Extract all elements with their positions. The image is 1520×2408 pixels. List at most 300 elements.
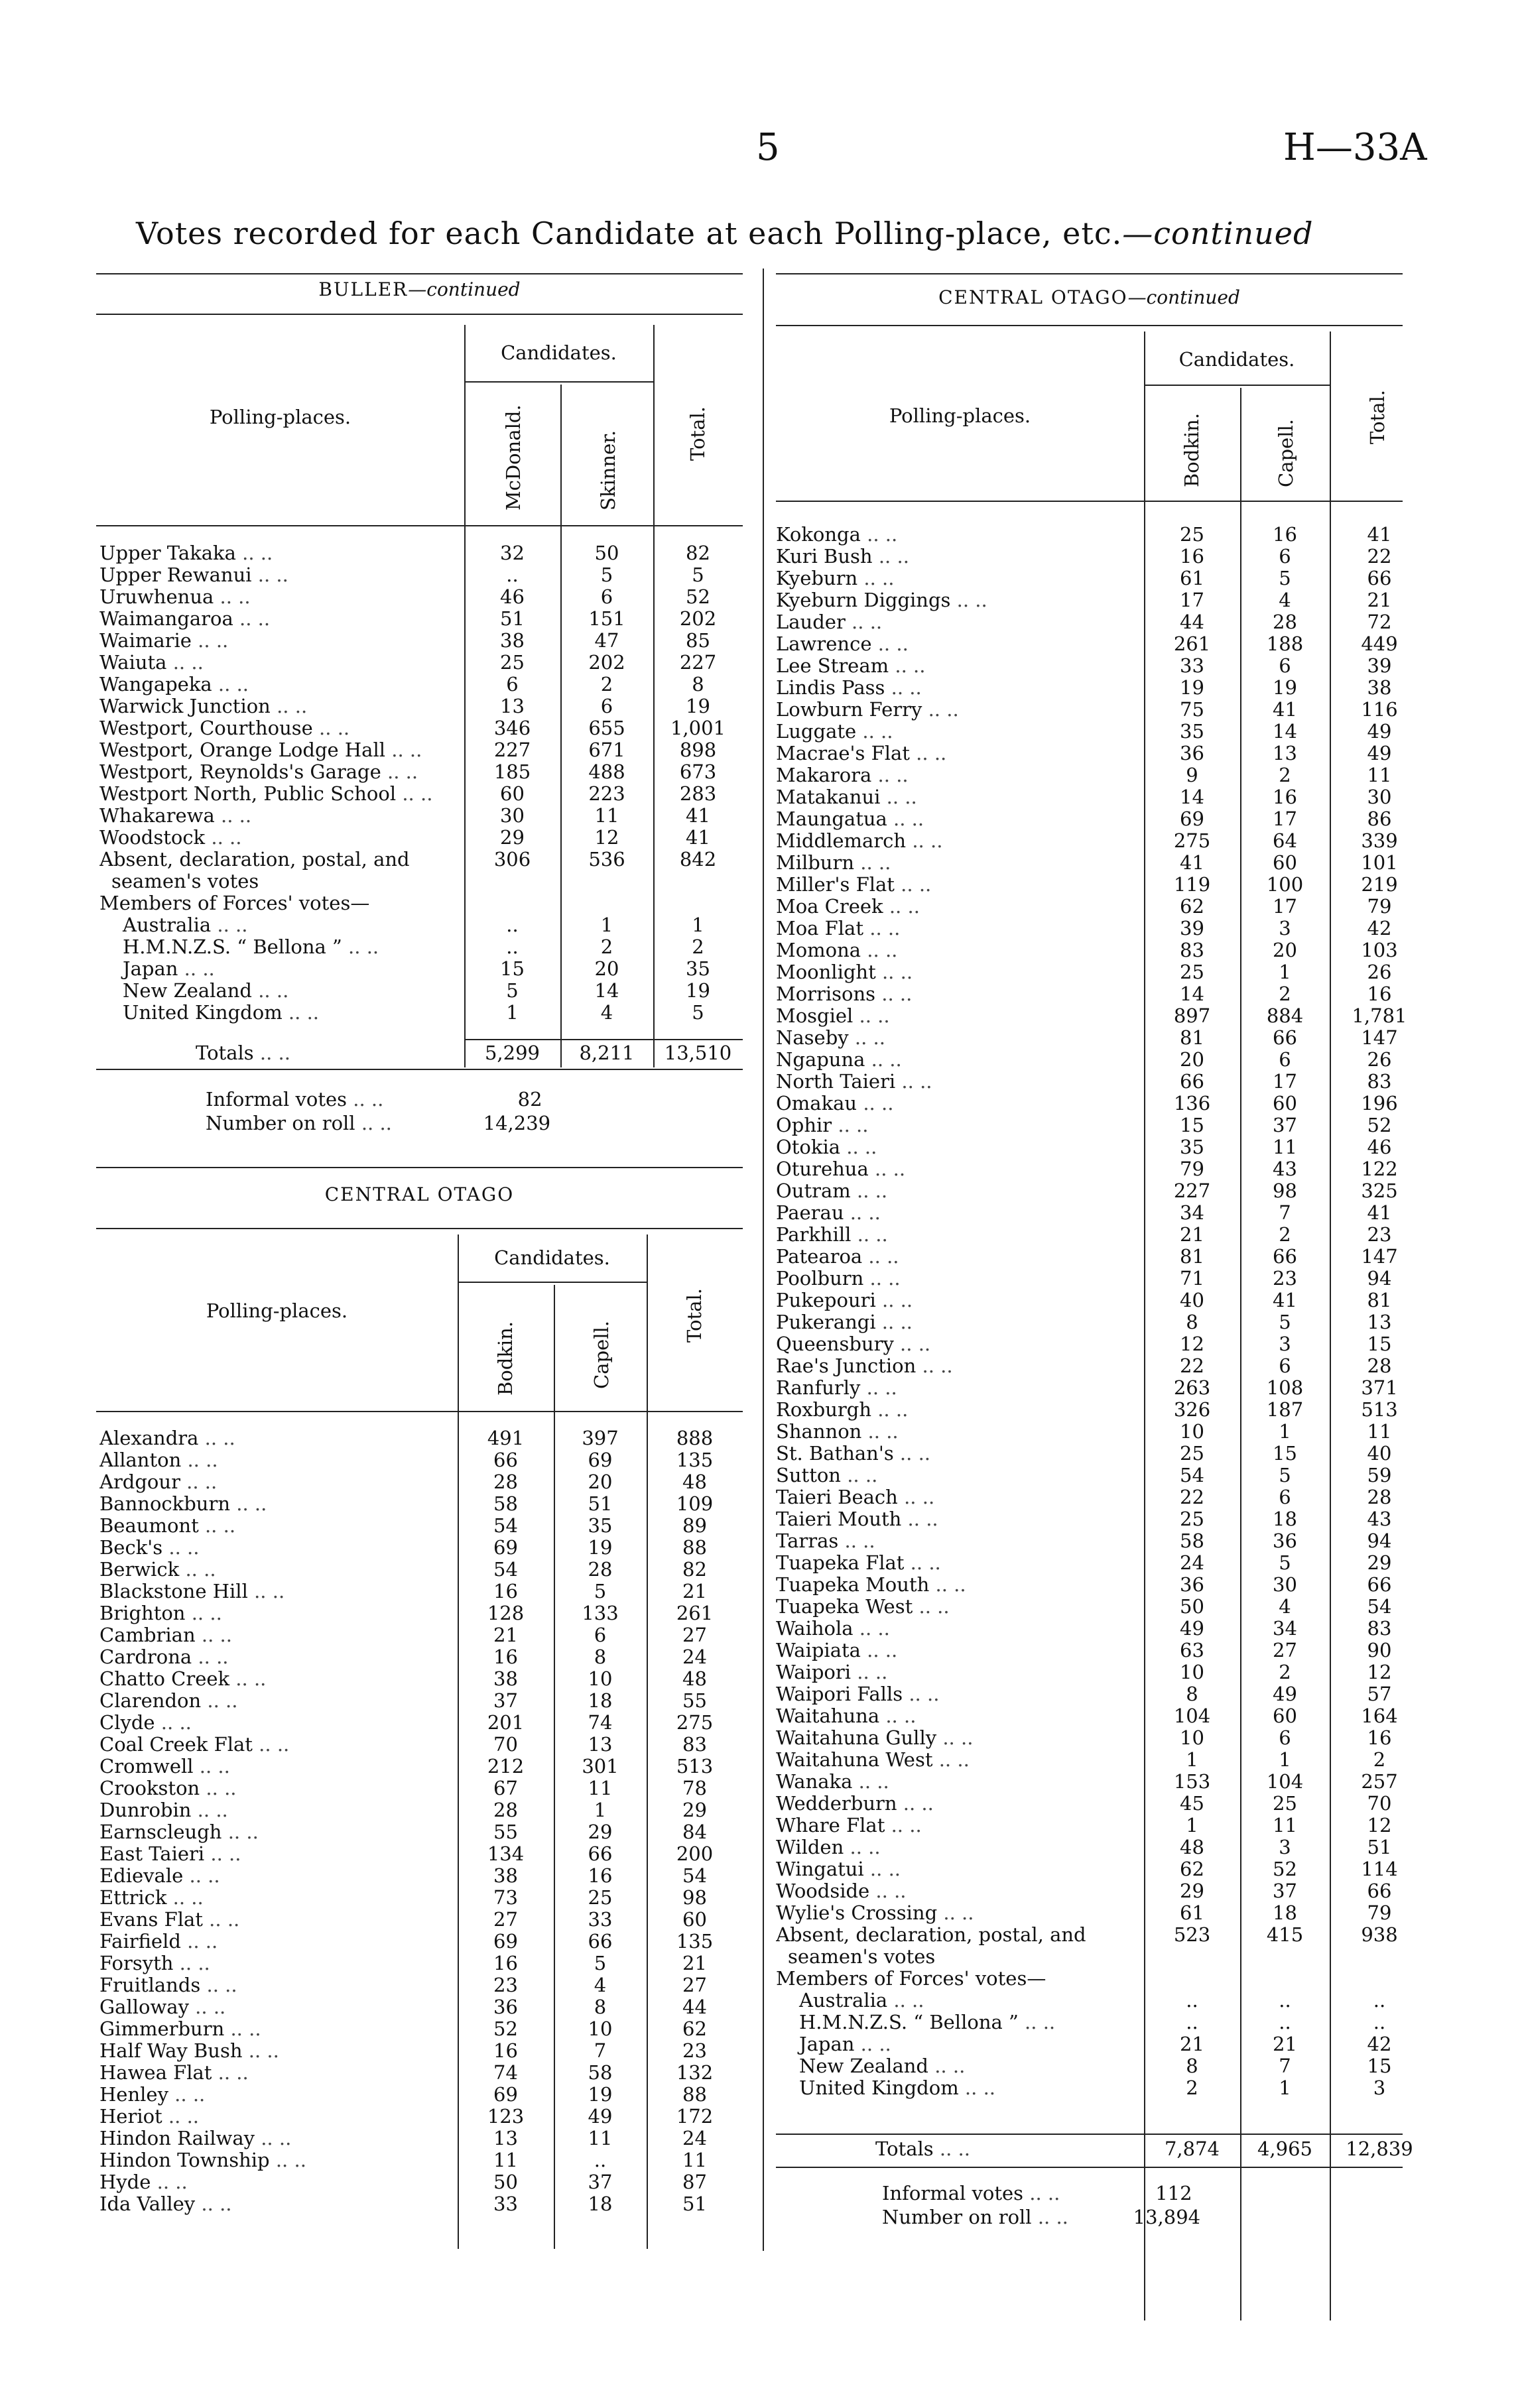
table-row (776, 1071, 1429, 1093)
total-cell: 51 (1367, 1836, 1392, 1858)
table-row (776, 1990, 1429, 2012)
table-row (99, 1821, 743, 1843)
leader-dots: .. .. (155, 1712, 192, 1734)
vote-cell: 6 (506, 673, 519, 695)
leader-dots: .. .. (269, 2149, 306, 2171)
leader-dots: .. .. (897, 1486, 935, 1508)
table-row (776, 1486, 1429, 1508)
polling-place-name: Waitahuna (776, 1705, 880, 1727)
table-row (776, 589, 1429, 611)
vote-cell: 227 (493, 739, 531, 761)
total-cell: 59 (1367, 1464, 1392, 1486)
polling-place-name: Cambrian (99, 1624, 196, 1646)
total-cell: 82 (682, 1558, 707, 1581)
vote-cell: 11 (588, 1777, 613, 1799)
polling-place-name: Miller's Flat (776, 874, 895, 896)
polling-place-name: seamen's votes (788, 1946, 936, 1968)
polling-place-name: Japan (123, 958, 178, 980)
table-row (776, 1705, 1429, 1727)
polling-place-name: Waimarie (99, 630, 192, 652)
leader-dots: .. .. (178, 958, 215, 980)
polling-place-name: Waiuta (99, 652, 167, 674)
vote-cell: 54 (493, 1514, 518, 1537)
leader-dots: .. .. (191, 1799, 228, 1821)
leader-dots: .. .. (871, 1399, 909, 1421)
central-otago-table-left (99, 1427, 743, 2215)
total-cell: 23 (1367, 1223, 1392, 1246)
vote-cell: 58 (493, 1492, 518, 1515)
table-row (776, 1596, 1429, 1618)
table-row (776, 1618, 1429, 1640)
leader-dots: .. .. (893, 1333, 931, 1355)
vote-cell: 5 (1279, 1464, 1291, 1486)
vote-cell: 188 (1266, 632, 1304, 655)
vote-cell: 11 (1273, 1136, 1297, 1158)
vote-cell: 18 (588, 1689, 613, 1712)
polling-place-name: Clyde (99, 1712, 155, 1734)
total-header: Total. (1366, 390, 1389, 444)
vote-cell: 4 (594, 1974, 607, 1996)
vote-cell: 52 (493, 2017, 518, 2040)
vote-cell: 35 (1180, 1136, 1204, 1158)
total-cell: 85 (686, 629, 710, 652)
vote-cell: 8 (1186, 1683, 1198, 1705)
leader-dots: .. .. (162, 1537, 200, 1559)
leader-dots: .. .. (850, 1180, 888, 1202)
vote-cell: 897 (1173, 1004, 1211, 1027)
buller-totals-row: Totals .. .. 5,299 8,211 13,510 (99, 1042, 743, 1064)
vote-cell: 136 (1173, 1092, 1211, 1114)
polling-place-name: Wangapeka (99, 674, 212, 695)
leader-dots: .. .. (854, 2033, 891, 2055)
table-row (99, 2062, 743, 2084)
vote-cell: .. (506, 564, 519, 586)
leader-dots: .. .. (166, 652, 204, 674)
total-cell: 89 (682, 1514, 707, 1537)
vote-cell: 13 (1273, 742, 1297, 764)
vote-cell: 187 (1266, 1398, 1304, 1421)
vote-cell: 98 (1273, 1179, 1297, 1202)
total-value: 5,299 (484, 1042, 540, 1064)
polling-place-name: Edievale (99, 1865, 184, 1887)
vote-cell: 36 (493, 1996, 518, 2018)
vote-cell: 73 (493, 1886, 518, 1909)
total-cell: 86 (1367, 808, 1392, 830)
total-cell: 19 (686, 695, 710, 717)
table-row (776, 611, 1429, 633)
column-divider (763, 269, 764, 2251)
candidate-header: Skinner. (597, 430, 619, 511)
polling-place-name: Tarras (776, 1530, 839, 1552)
vote-cell: 7 (1279, 2055, 1291, 2077)
vote-cell: 1 (1186, 1748, 1198, 1771)
vote-cell: 488 (588, 760, 625, 783)
vote-cell: 33 (493, 2193, 518, 2215)
vote-cell: .. (506, 935, 519, 958)
vote-cell: 50 (493, 2171, 518, 2193)
vote-cell: 35 (1180, 720, 1204, 743)
vote-cell: 2 (1279, 1223, 1291, 1246)
leader-dots: .. .. (185, 1602, 222, 1624)
table-row (776, 830, 1429, 852)
total-cell: 12 (1367, 1661, 1392, 1683)
vote-cell: 23 (1273, 1267, 1297, 1290)
polling-place-name: Waimangaroa (99, 608, 233, 630)
polling-place-name: Crookston (99, 1777, 200, 1799)
vote-cell: 261 (1173, 632, 1211, 655)
vote-cell: .. (1186, 2011, 1198, 2033)
leader-dots: .. .. (841, 1465, 878, 1486)
total-cell: 48 (682, 1471, 707, 1493)
vote-cell: 16 (493, 1952, 518, 1974)
vote-cell: 62 (1180, 1858, 1204, 1880)
vote-cell: 25 (1180, 523, 1204, 546)
table-row (99, 1624, 743, 1646)
vote-cell: 63 (1180, 1639, 1204, 1661)
polling-place-name: Gimmerburn (99, 2018, 225, 2040)
table-row (99, 1471, 743, 1493)
table-row (99, 1002, 743, 1024)
total-cell: 673 (679, 760, 717, 783)
leader-dots: .. .. (861, 1421, 899, 1443)
vote-cell: 223 (588, 782, 625, 805)
polling-place-name: Luggate (776, 721, 857, 743)
vote-cell: 22 (1180, 1354, 1204, 1377)
leader-dots: .. .. (860, 1377, 897, 1399)
total-cell: 132 (676, 2061, 714, 2084)
buller-table (99, 542, 743, 1024)
polling-place-name: Uruwhenua (99, 586, 214, 608)
total-value: 13,510 (664, 1042, 732, 1064)
central-otago-roll: Number on roll .. .. 13,894 (882, 2206, 1201, 2228)
table-row (776, 1246, 1429, 1268)
table-row (776, 786, 1429, 808)
vote-cell: 6 (1279, 1048, 1291, 1071)
vote-cell: 14 (594, 979, 619, 1002)
buller-informal: Informal votes .. .. 82 (206, 1088, 542, 1111)
leader-dots: .. .. (860, 524, 898, 546)
polling-place-name: Westport, Courthouse (99, 717, 313, 739)
vote-cell: 16 (1180, 545, 1204, 568)
vote-cell: 12 (594, 826, 619, 849)
table-row (99, 1427, 743, 1449)
vote-cell: 61 (1180, 1901, 1204, 1924)
table-row (99, 652, 743, 674)
leader-dots: .. .. (282, 1002, 320, 1024)
table-row (776, 568, 1429, 589)
leader-dots: .. .. (233, 608, 271, 630)
table-row (99, 717, 743, 739)
central-otago-totals-row: Totals .. .. 7,874 4,965 12,839 (776, 2138, 1429, 2160)
vote-cell: 43 (1273, 1158, 1297, 1180)
vote-cell: .. (1186, 1989, 1198, 2012)
table-row (776, 1880, 1429, 1902)
table-row (776, 1530, 1429, 1552)
vote-cell: 21 (1273, 2033, 1297, 2055)
total-value: 12,839 (1346, 2137, 1413, 2160)
vote-cell: 7 (1279, 1201, 1291, 1224)
polling-place-name: Hindon Railway (99, 2128, 255, 2149)
polling-place-name: Lindis Pass (776, 677, 885, 699)
polling-place-name: Kyeburn (776, 568, 858, 589)
vote-cell: 55 (493, 1821, 518, 1843)
leader-dots: .. .. (151, 2171, 188, 2193)
total-cell: 164 (1361, 1705, 1398, 1727)
table-row (99, 1887, 743, 1909)
vote-cell: 39 (1180, 917, 1204, 939)
table-row (776, 1640, 1429, 1661)
vote-cell: 37 (493, 1689, 518, 1712)
total-cell: 15 (1367, 2055, 1392, 2077)
vote-cell: 27 (1273, 1639, 1297, 1661)
leader-dots: .. .. (195, 2193, 232, 2215)
table-row (99, 2084, 743, 2106)
total-cell: 5 (692, 564, 704, 586)
vote-cell: 25 (1273, 1792, 1297, 1815)
vote-cell: 36 (1273, 1530, 1297, 1552)
vote-cell: 11 (493, 2149, 518, 2171)
vote-cell: 119 (1173, 873, 1211, 896)
polling-places-label: Polling-places. (209, 406, 351, 428)
total-cell: 42 (1367, 2033, 1392, 2055)
polling-place-name: Bannockburn (99, 1493, 231, 1515)
leader-dots: .. .. (212, 2062, 249, 2084)
vote-cell: 37 (588, 2171, 613, 2193)
vote-cell: 38 (500, 629, 525, 652)
vote-cell: 5 (594, 1580, 607, 1602)
vote-cell: 9 (1186, 764, 1198, 786)
polling-place-name: Moa Creek (776, 896, 883, 918)
vote-cell: 326 (1173, 1398, 1211, 1421)
total-cell: 24 (682, 1646, 707, 1668)
vote-cell: 58 (588, 2061, 613, 2084)
vote-cell: 263 (1173, 1376, 1211, 1399)
table-row (776, 1268, 1429, 1290)
polling-place-name: Absent, declaration, postal, and (776, 1924, 1086, 1946)
vote-cell: 81 (1180, 1026, 1204, 1049)
polling-place-name: Middlemarch (776, 830, 907, 852)
leader-dots: .. .. (255, 2128, 292, 2149)
rule (776, 2167, 1403, 2168)
leader-dots: .. .. (851, 1661, 888, 1683)
vote-cell: 60 (1273, 1092, 1297, 1114)
table-row (776, 1771, 1429, 1793)
table-row (99, 1974, 743, 1996)
vote-cell: 33 (588, 1908, 613, 1931)
polling-place-name: Waipiata (776, 1640, 861, 1661)
vote-cell: 46 (500, 585, 525, 608)
vote-cell: 14 (1273, 720, 1297, 743)
leader-dots: .. .. (247, 1581, 285, 1602)
leader-dots: .. .. (840, 1136, 877, 1158)
total-cell: 27 (682, 1974, 707, 1996)
total-cell: 16 (1367, 983, 1392, 1005)
table-row (776, 1465, 1429, 1486)
total-cell: 2 (1373, 1748, 1386, 1771)
total-cell: 257 (1361, 1770, 1398, 1793)
polling-place-name: Galloway (99, 1996, 189, 2018)
table-row (776, 1399, 1429, 1421)
vote-cell: 212 (487, 1755, 525, 1777)
total-cell: 12 (1367, 1814, 1392, 1836)
vote-cell: 66 (1273, 1245, 1297, 1268)
leader-dots: .. .. (861, 939, 898, 961)
vote-cell: 10 (1180, 1726, 1204, 1749)
total-cell: 35 (686, 957, 710, 980)
vote-cell: 36 (1180, 742, 1204, 764)
vote-cell: 60 (1273, 851, 1297, 874)
polling-place-name: Lauder (776, 611, 846, 633)
vote-cell: 66 (493, 1449, 518, 1471)
polling-place-name: Taieri Mouth (776, 1508, 902, 1530)
vote-cell: 1 (600, 914, 613, 936)
total-cell: 2 (692, 935, 704, 958)
leader-dots: .. .. (950, 589, 987, 611)
vote-cell: 108 (1266, 1376, 1304, 1399)
polling-place-name: Kokonga (776, 524, 861, 546)
table-row (99, 2128, 743, 2149)
vote-cell: 38 (493, 1864, 518, 1887)
polling-place-name: Omakau (776, 1093, 857, 1114)
vote-cell: 1 (594, 1799, 607, 1821)
leader-dots: .. .. (929, 1574, 966, 1596)
polling-place-name: Beck's (99, 1537, 163, 1559)
vote-cell: 6 (1279, 1726, 1291, 1749)
polling-place-name: Henley (99, 2084, 168, 2106)
total-cell: 52 (686, 585, 710, 608)
vote-cell (1144, 1946, 1240, 1968)
table-row (776, 633, 1429, 655)
polling-place-name: Coal Creek Flat (99, 1734, 253, 1756)
polling-place-name: Westport, Orange Lodge Hall (99, 739, 386, 761)
polling-place-name: North Taieri (776, 1071, 896, 1093)
total-cell: 21 (682, 1580, 707, 1602)
vote-cell: 19 (1180, 676, 1204, 699)
vote-cell: 5 (1279, 1551, 1291, 1574)
total-cell: 44 (682, 1996, 707, 2018)
table-row (99, 936, 743, 958)
vote-cell: 275 (1173, 829, 1211, 852)
vote-cell: 1 (506, 1001, 519, 1024)
vote-cell: 25 (500, 651, 525, 674)
leader-dots: .. .. (937, 1902, 974, 1924)
table-row (776, 524, 1429, 546)
leader-dots: .. .. (224, 2018, 261, 2040)
vote-cell: 50 (1180, 1595, 1204, 1618)
leader-dots: .. .. (381, 761, 418, 783)
vote-cell: 25 (1180, 961, 1204, 983)
total-cell: 54 (1367, 1595, 1392, 1618)
leader-dots: .. .. (903, 1683, 940, 1705)
leader-dots: .. .. (958, 2077, 996, 2099)
total-cell: 842 (679, 848, 717, 871)
leader-dots: .. .. (848, 1027, 885, 1049)
table-row (776, 2055, 1429, 2077)
vote-cell: 128 (487, 1602, 525, 1624)
leader-dots: .. .. (909, 743, 947, 764)
rule (96, 314, 743, 315)
vote-cell: 79 (1180, 1158, 1204, 1180)
vote-cell: 11 (588, 2127, 613, 2149)
central-otago-heading: CENTRAL OTAGO (324, 1183, 515, 1205)
total-cell: 29 (1367, 1551, 1392, 1574)
leader-dots: .. .. (856, 721, 893, 743)
polling-place-name: Oturehua (776, 1158, 869, 1180)
table-row (99, 1690, 743, 1712)
table-row (99, 1646, 743, 1668)
vote-cell (560, 892, 653, 914)
total-cell: 261 (676, 1602, 714, 1624)
polling-place-name: Wilden (776, 1836, 844, 1858)
table-row (99, 608, 743, 630)
vote-cell: 10 (588, 1667, 613, 1690)
table-row (776, 1027, 1429, 1049)
vote-cell: 28 (1273, 611, 1297, 633)
leader-dots: .. .. (871, 633, 909, 655)
vote-cell: 18 (1273, 1901, 1297, 1924)
leader-dots: .. .. (860, 1640, 898, 1661)
vote-cell: 202 (588, 651, 625, 674)
vote-cell: 201 (487, 1711, 525, 1734)
table-row (776, 1968, 1429, 1990)
polling-place-name: Queensbury (776, 1333, 894, 1355)
rule (96, 1228, 743, 1229)
total-cell: 1,781 (1352, 1004, 1407, 1027)
vote-cell: 22 (1180, 1486, 1204, 1508)
page-title (136, 215, 1313, 251)
table-row (776, 699, 1429, 721)
polling-place-name: Naseby (776, 1027, 849, 1049)
total-header: Total. (686, 406, 709, 461)
table-row (776, 1333, 1429, 1355)
vote-cell: 6 (1279, 1354, 1291, 1377)
vote-cell: 25 (1180, 1442, 1204, 1465)
vote-cell: 20 (1180, 1048, 1204, 1071)
vote-cell: 66 (1273, 1026, 1297, 1049)
polling-place-name: East Taieri (99, 1843, 205, 1865)
polling-place-name: New Zealand (123, 980, 252, 1002)
table-row (99, 1865, 743, 1887)
total-cell: 66 (1367, 1880, 1392, 1902)
total-cell: 196 (1361, 1092, 1398, 1114)
leader-dots: .. .. (212, 674, 249, 695)
polling-place-name: Half Way Bush (99, 2040, 243, 2062)
table-row (99, 1712, 743, 1734)
vote-cell: 71 (1180, 1267, 1204, 1290)
candidates-label: Candidates. (501, 341, 617, 364)
total-cell: 898 (679, 739, 717, 761)
polling-place-name: Dunrobin (99, 1799, 192, 1821)
polling-place-name: Clarendon (99, 1690, 202, 1712)
polling-place-name: Beaumont (99, 1515, 199, 1537)
total-cell: 122 (1361, 1158, 1398, 1180)
polling-place-name: Japan (799, 2033, 855, 2055)
total-cell: 83 (682, 1733, 707, 1756)
total-cell: 8 (692, 673, 704, 695)
vote-cell: 14 (1180, 786, 1204, 808)
vote-cell: 69 (493, 1930, 518, 1953)
total-cell: 513 (676, 1755, 714, 1777)
candidate-header: Bodkin. (494, 1321, 517, 1396)
polling-place-name: Ettrick (99, 1887, 167, 1909)
table-row (776, 546, 1429, 568)
table-row (99, 1515, 743, 1537)
table-row (776, 1093, 1429, 1114)
table-row (776, 961, 1429, 983)
total-cell: 101 (1361, 851, 1398, 874)
vote-cell: 74 (588, 1711, 613, 1734)
leader-dots: .. .. (875, 983, 913, 1005)
